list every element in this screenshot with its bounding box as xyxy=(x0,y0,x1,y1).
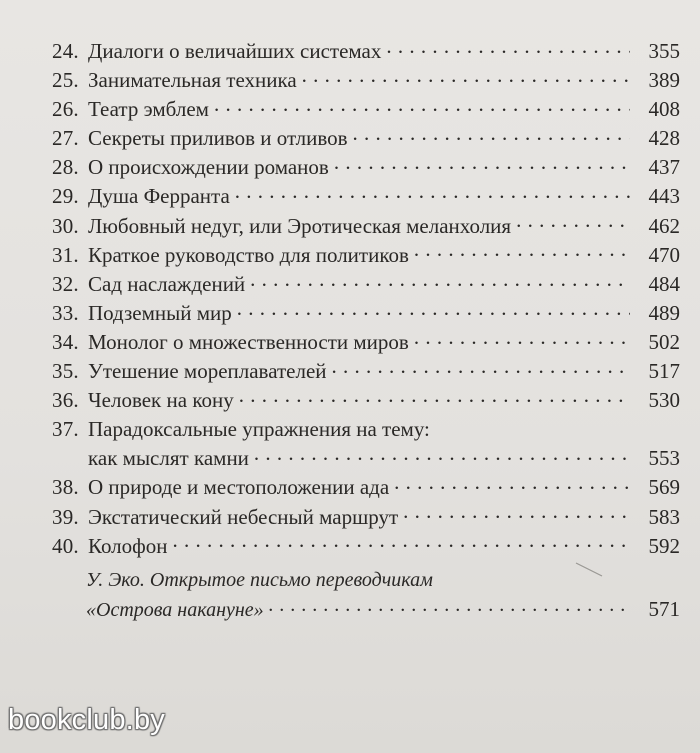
toc-entry-title: Парадоксальные упражнения на тему: xyxy=(88,417,430,442)
dot-leader xyxy=(394,473,630,494)
toc-entry-number: 40. xyxy=(52,533,79,558)
toc-entry-35 xyxy=(52,357,680,386)
appendix-title: У. Эко. Открытое письмо переводчикам xyxy=(86,569,433,591)
toc-entry-title: Подземный мир xyxy=(88,300,232,325)
dot-leader xyxy=(414,241,630,262)
toc-entry-page: 592 xyxy=(648,533,680,558)
toc-entry-title: О природе и местоположении ада xyxy=(88,475,390,500)
toc-entry-37-continuation xyxy=(52,444,680,473)
toc-entry-37 xyxy=(52,415,680,444)
toc-entry-page: 569 xyxy=(648,475,680,500)
toc-entry-33 xyxy=(52,299,680,328)
toc-entry-title: Секреты приливов и отливов xyxy=(88,126,348,151)
toc-entry-38 xyxy=(52,473,680,502)
toc-entry-34 xyxy=(52,328,680,357)
toc-entry-29 xyxy=(52,182,680,211)
toc-entry-title: Человек на кону xyxy=(88,388,234,413)
dot-leader xyxy=(235,182,630,203)
toc-entry-title: Театр эмблем xyxy=(88,97,209,122)
toc-entry-page: 553 xyxy=(648,446,680,471)
toc-entry-title: Душа Ферранта xyxy=(88,184,230,209)
toc-entry-32 xyxy=(52,270,680,299)
appendix-line-1 xyxy=(86,566,680,595)
toc-entry-36 xyxy=(52,386,680,415)
toc-entry-page: 489 xyxy=(648,300,680,325)
dot-leader xyxy=(239,386,630,407)
toc-entry-number: 26. xyxy=(52,97,79,122)
appendix-page: 571 xyxy=(648,597,680,622)
toc-entry-title: Диалоги о величайших системах xyxy=(88,39,382,63)
dot-leader xyxy=(269,596,630,616)
toc-entry-number: 24. xyxy=(52,39,79,63)
dot-leader xyxy=(386,37,630,58)
toc-entry-page: 583 xyxy=(648,504,680,529)
toc-entry-page: 530 xyxy=(648,388,680,413)
toc-entry-number: 29. xyxy=(52,184,79,209)
toc-entry-number: 32. xyxy=(52,271,79,296)
toc-entry-title: Занимательная техника xyxy=(88,68,297,93)
toc-entry-number: 38. xyxy=(52,475,79,500)
dot-leader xyxy=(302,66,630,87)
toc-entry-page: 408 xyxy=(648,97,680,122)
toc-entry-number: 35. xyxy=(52,359,79,384)
dot-leader xyxy=(403,503,630,524)
toc-entry-number: 39. xyxy=(52,504,79,529)
toc-entry-40 xyxy=(52,532,680,561)
toc-entry-number: 36. xyxy=(52,388,79,413)
toc-entry-title: Колофон xyxy=(88,533,168,558)
toc-entry-title: Сад наслаждений xyxy=(88,271,246,296)
dot-leader xyxy=(353,124,630,145)
toc-entry-31 xyxy=(52,241,680,270)
table-of-contents xyxy=(52,37,680,561)
appendix-line-2 xyxy=(86,595,680,624)
dot-leader xyxy=(237,299,630,320)
toc-entry-39 xyxy=(52,503,680,532)
toc-entry-title: Любовный недуг, или Эротическая меланхолия xyxy=(88,213,512,238)
toc-entry-30 xyxy=(52,212,680,241)
toc-entry-title: Экстатический небесный маршрут xyxy=(88,504,399,529)
toc-entry-24 xyxy=(52,37,680,66)
toc-entry-title: О происхождении романов xyxy=(88,155,329,180)
toc-entry-number: 28. xyxy=(52,155,79,180)
dot-leader xyxy=(332,357,630,378)
toc-entry-number: 25. xyxy=(52,68,79,93)
toc-entry-number: 33. xyxy=(52,300,79,325)
toc-entry-title: Утешение мореплавателей xyxy=(88,359,327,384)
toc-entry-page: 462 xyxy=(648,213,680,238)
toc-entry-number: 37. xyxy=(52,417,79,442)
toc-entry-number: 27. xyxy=(52,126,79,151)
toc-entry-page: 389 xyxy=(648,68,680,93)
toc-entry-number: 31. xyxy=(52,242,79,267)
toc-entry-page: 437 xyxy=(648,155,680,180)
toc-entry-27 xyxy=(52,124,680,153)
toc-entry-number: 30. xyxy=(52,213,79,238)
toc-entry-title: Монолог о множественности миров xyxy=(88,329,409,354)
toc-entry-page: 355 xyxy=(648,39,680,63)
dot-leader xyxy=(173,532,630,553)
toc-entry-page: 484 xyxy=(648,271,680,296)
toc-entry-title: Краткое руководство для политиков xyxy=(88,242,409,267)
dot-leader xyxy=(516,212,630,233)
toc-entry-page: 443 xyxy=(648,184,680,209)
appendix-entry xyxy=(86,566,680,624)
toc-entry-page: 470 xyxy=(648,242,680,267)
toc-entry-25 xyxy=(52,66,680,95)
toc-entry-page: 517 xyxy=(648,359,680,384)
dot-leader xyxy=(254,444,630,465)
watermark-logo: bookclub.by xyxy=(8,704,165,736)
toc-entry-page: 502 xyxy=(648,329,680,354)
appendix-title-continuation: «Острова накануне» xyxy=(86,599,264,622)
dot-leader xyxy=(334,153,630,174)
toc-entry-title-continuation: как мыслят камни xyxy=(88,446,249,471)
toc-entry-28 xyxy=(52,153,680,182)
toc-entry-26 xyxy=(52,95,680,124)
toc-entry-page: 428 xyxy=(648,126,680,151)
dot-leader xyxy=(214,95,630,116)
dot-leader xyxy=(250,270,630,291)
toc-entry-number: 34. xyxy=(52,329,79,354)
dot-leader xyxy=(414,328,630,349)
